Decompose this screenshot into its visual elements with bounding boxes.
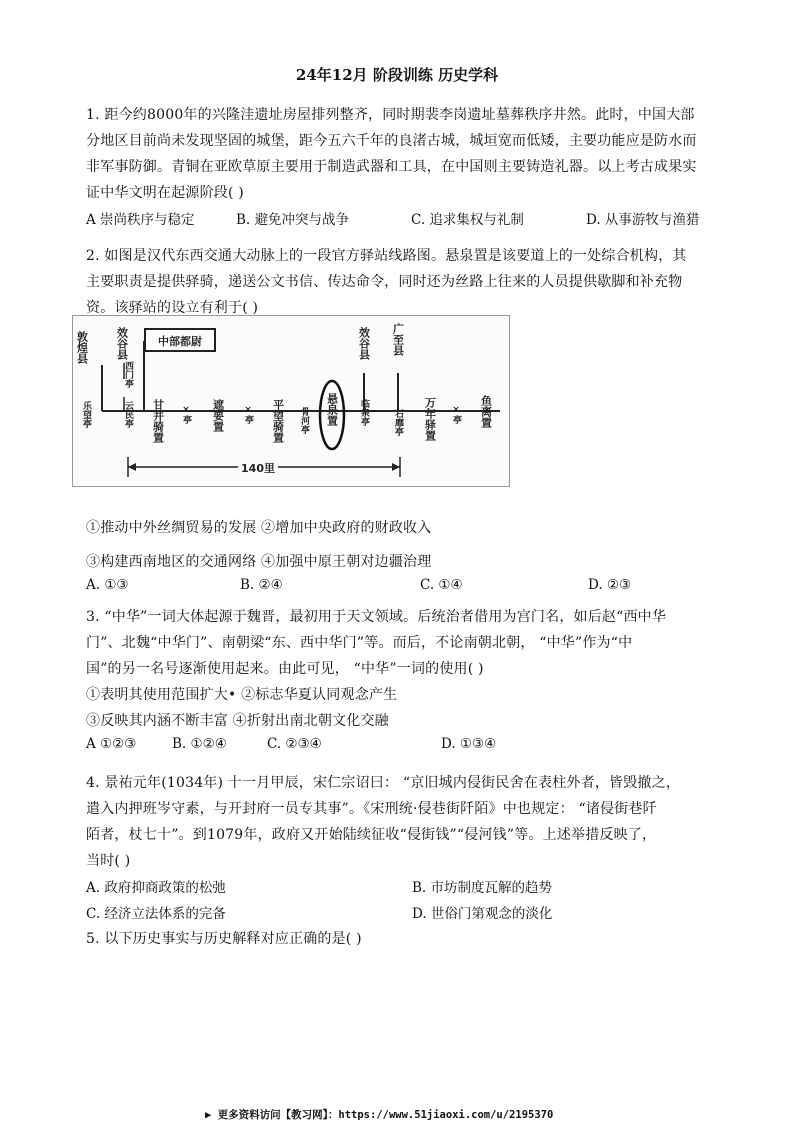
station-linquan: 临泉亭 <box>359 399 369 426</box>
q2-statement: ①推动中外丝绸贸易的发展 ②增加中央政府的财政收入 <box>86 520 432 536</box>
distance-label: 140里 <box>241 462 275 475</box>
station-ganjing: 甘井骑置 <box>151 399 165 443</box>
q1-option-d: D. 从事游牧与渔猎 <box>586 212 700 228</box>
station-x3: ×亭 <box>451 405 461 424</box>
q5-line: 5. 以下历史事实与历史解释对应正确的是( ) <box>86 931 362 947</box>
station-lewang: 乐望亭 <box>81 401 91 428</box>
station-x2: ×亭 <box>243 405 253 424</box>
diagram-label-xiaogu: 效谷县 <box>115 327 129 360</box>
station-ximen: 西门亭 <box>123 361 133 388</box>
q3-line: 国”的另一名号逐渐使用起来。由此可见， “中华”一词的使用( ) <box>86 661 484 677</box>
q4-line: 4. 景祐元年(1034年) 十一月甲辰，宋仁宗诏曰： “京旧城内侵街民舍在表柱外者，皆毁撤之， <box>86 775 681 791</box>
q2-option-d: D. ②③ <box>588 577 632 593</box>
relay-route-diagram <box>72 315 510 487</box>
q1-option-a: A 崇尚秩序与稳定 <box>86 212 195 228</box>
q1-line: 分地区目前尚未发现坚固的城堡，距今五六千年的良渚古城，城垣宽而低矮，主要功能应是防水而 <box>86 133 697 149</box>
q2-line: 主要职责是提供驿骑，递送公文书信、传达命令，同时还为丝路上往来的人员提供歇脚和补充物 <box>86 274 683 290</box>
station-xuanquan: 悬泉置 <box>325 393 339 426</box>
q4-option-d: D. 世俗门第观念的淡化 <box>412 906 553 922</box>
station-yuli: 鱼离置 <box>479 395 493 428</box>
station-wannian: 万年驿置 <box>423 397 437 441</box>
station-shimi: 石靡亭 <box>393 409 403 436</box>
q4-line: 陌者，杖七十”。到1079年，政府又开始陆续征收“侵街钱”“侵河钱”等。上述举措反映了， <box>86 827 657 843</box>
diagram-label-dunhuang: 敦煌县 <box>75 331 89 364</box>
station-pingwang: 平望骑置 <box>271 399 285 443</box>
q2-option-a: A. ①③ <box>86 577 129 593</box>
q4-option-b: B. 市坊制度瓦解的趋势 <box>412 880 553 896</box>
q2-line: 资。该驿站的设立有利于( ) <box>86 300 259 316</box>
q2-statement: ③构建西南地区的交通网络 ④加强中原王朝对边疆治理 <box>86 554 432 570</box>
q3-option-a: A ①②③ <box>86 736 137 752</box>
q4-line: 遣入内押班岑守素，与开封府一员专其事”。《宋刑统·侵巷街阡陌》中也规定： “诸侵街巷阡 <box>86 801 657 817</box>
footer-link[interactable]: ▶ 更多资料访问【教习网】：https://www.51jiaoxi.com/u/2195370 <box>205 1109 554 1121</box>
station-zheyao: 遮要置 <box>211 399 225 432</box>
q2-option-b: B. ②④ <box>240 577 283 593</box>
q1-line: 非军事防御。青铜在亚欧草原主要用于制造武器和工具，在中国则主要铸造礼器。以上考古成果实 <box>86 159 697 175</box>
q3-option-d: D. ①③④ <box>441 736 497 752</box>
q3-line: 门”、北魏“中华门”、南朝梁“东、西中华门”等。而后，不论南朝北朝， “中华”作为“中 <box>86 635 633 651</box>
q1-line: 1. 距今约8000年的兴隆洼遗址房屋排列整齐，同时期裴李岗遗址墓葬秩序井然。此时，中国大部 <box>86 107 695 123</box>
q3-line: 3. “中华”一词大体起源于魏晋，最初用于天文领域。后统治者借用为宫门名，如后赵“西中华 <box>86 609 667 625</box>
q3-statement: ③反映其内涵不断丰富 ④折射出南北朝文化交融 <box>86 713 389 729</box>
q4-option-c: C. 经济立法体系的完备 <box>86 906 226 922</box>
q2-line: 2. 如图是汉代东西交通大动脉上的一段官方驿站线路图。悬泉置是该要道上的一处综合机构，其 <box>86 248 687 264</box>
station-guhe: 骨河亭 <box>299 407 309 434</box>
q3-option-b: B. ①②④ <box>172 736 227 752</box>
q1-option-c: C. 追求集权与礼制 <box>411 212 524 228</box>
q1-line: 证中华文明在起源阶段( ) <box>86 185 244 201</box>
q1-option-b: B. 避免冲突与战争 <box>236 212 350 228</box>
station-yunmin: 云民亭 <box>123 401 133 428</box>
diagram-label-zhongbu: 中部都尉 <box>158 335 202 348</box>
q4-line: 当时( ) <box>86 853 131 869</box>
q4-option-a: A. 政府抑商政策的松弛 <box>86 880 226 896</box>
q2-option-c: C. ①④ <box>420 577 463 593</box>
q3-option-c: C. ②③④ <box>267 736 322 752</box>
q3-statement: ①表明其使用范围扩大• ②标志华夏认同观念产生 <box>86 687 398 703</box>
station-x1: ×亭 <box>181 405 191 424</box>
diagram-label-guangzhi: 广至县 <box>391 323 405 356</box>
page-title: 24年12月 阶段训练 历史学科 <box>295 66 499 84</box>
diagram-label-xiaogu-2: 效谷县 <box>357 327 371 360</box>
